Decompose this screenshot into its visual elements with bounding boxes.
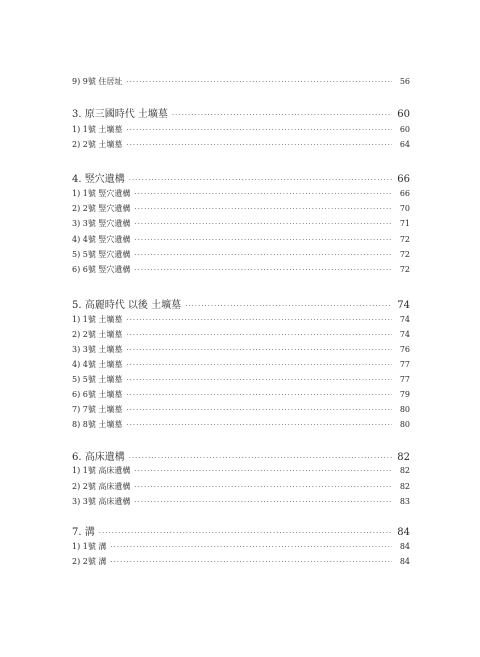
toc-leader-dots bbox=[126, 422, 392, 429]
toc-leader-dots bbox=[134, 468, 392, 475]
toc-row bbox=[72, 314, 410, 325]
toc-page-number: 56 bbox=[399, 77, 410, 86]
toc-page-number: 71 bbox=[399, 219, 410, 228]
toc-page-number: 72 bbox=[399, 235, 410, 244]
toc-entry-title: 4) 4號 竪穴遺構 bbox=[72, 235, 131, 244]
toc-row bbox=[72, 264, 410, 275]
toc-row bbox=[72, 404, 410, 415]
toc-section-row bbox=[72, 448, 410, 463]
toc-page-number: 76 bbox=[399, 345, 410, 354]
toc-row bbox=[72, 389, 410, 400]
toc-page-number: 82 bbox=[397, 452, 410, 463]
toc-leader-dots bbox=[126, 392, 392, 399]
toc-leader-dots bbox=[129, 177, 392, 184]
toc-entry-title: 6) 6號 竪穴遺構 bbox=[72, 265, 131, 274]
toc-section-title: 4. 竪穴遺構 bbox=[72, 174, 125, 185]
toc-section-row bbox=[72, 296, 410, 311]
toc-entry-title: 5) 5號 土壙墓 bbox=[72, 375, 123, 384]
toc-entry-title: 1) 1號 土壙墓 bbox=[72, 315, 123, 324]
toc-page-number: 82 bbox=[399, 466, 410, 475]
toc-entry-title: 1) 1號 土壙墓 bbox=[72, 125, 123, 134]
toc-section-row bbox=[72, 105, 410, 120]
toc-leader-dots bbox=[126, 407, 392, 414]
toc-page-number: 60 bbox=[397, 109, 410, 120]
toc-page-number: 77 bbox=[399, 375, 410, 384]
toc-leader-dots bbox=[134, 267, 392, 274]
toc-row bbox=[72, 139, 410, 150]
toc-leader-dots bbox=[126, 127, 392, 134]
toc-leader-dots bbox=[126, 362, 392, 369]
toc-row bbox=[72, 465, 410, 476]
toc-row bbox=[72, 329, 410, 340]
toc-row bbox=[72, 481, 410, 492]
toc-row bbox=[72, 76, 410, 87]
toc-row bbox=[72, 359, 410, 370]
toc-leader-dots bbox=[99, 530, 392, 537]
toc-leader-dots bbox=[134, 221, 392, 228]
toc-section-title: 6. 高床遺構 bbox=[72, 452, 125, 463]
toc-page-number: 66 bbox=[399, 189, 410, 198]
toc-page-number: 79 bbox=[399, 390, 410, 399]
toc-leader-dots bbox=[126, 377, 392, 384]
toc-entry-title: 6) 6號 土壙墓 bbox=[72, 390, 123, 399]
toc-leader-dots bbox=[134, 237, 392, 244]
toc-leader-dots bbox=[129, 455, 392, 462]
toc-leader-dots bbox=[126, 347, 392, 354]
toc-page-number: 72 bbox=[399, 265, 410, 274]
toc-entry-title: 2) 2號 高床遺構 bbox=[72, 482, 131, 491]
toc-entry-title: 2) 2號 竪穴遺構 bbox=[72, 204, 131, 213]
toc-page-number: 64 bbox=[399, 140, 410, 149]
toc-row bbox=[72, 188, 410, 199]
toc-page-number: 60 bbox=[399, 125, 410, 134]
toc-page-number: 74 bbox=[397, 300, 410, 311]
toc-entry-title: 3) 3號 高床遺構 bbox=[72, 497, 131, 506]
toc-section-row bbox=[72, 170, 410, 185]
toc-entry-title: 9) 9號 住居址 bbox=[72, 77, 123, 86]
toc-leader-dots bbox=[172, 112, 392, 119]
toc-section-title: 5. 高麗時代 以後 土壙墓 bbox=[72, 300, 182, 311]
toc-leader-dots bbox=[126, 142, 392, 149]
toc-leader-dots bbox=[134, 252, 392, 259]
toc-entry-title: 2) 2號 溝 bbox=[72, 557, 107, 566]
toc-entry-title: 7) 7號 土壙墓 bbox=[72, 405, 123, 414]
toc-row bbox=[72, 419, 410, 430]
toc-page-number: 80 bbox=[399, 420, 410, 429]
toc-entry-title: 2) 2號 土壙墓 bbox=[72, 330, 123, 339]
toc-page-number: 80 bbox=[399, 405, 410, 414]
toc-page-number: 84 bbox=[397, 527, 410, 538]
toc-row bbox=[72, 249, 410, 260]
toc-entry-title: 8) 8號 土壙墓 bbox=[72, 420, 123, 429]
toc-entry-title: 1) 1號 高床遺構 bbox=[72, 466, 131, 475]
toc-page-number: 84 bbox=[399, 542, 410, 551]
toc-leader-dots bbox=[134, 191, 392, 198]
toc-row bbox=[72, 203, 410, 214]
toc-leader-dots bbox=[134, 484, 392, 491]
toc-page-number: 77 bbox=[399, 360, 410, 369]
toc-entry-title: 1) 1號 溝 bbox=[72, 542, 107, 551]
toc-page-number: 74 bbox=[399, 330, 410, 339]
toc-entry-title: 3) 3號 竪穴遺構 bbox=[72, 219, 131, 228]
toc-entry-title: 5) 5號 竪穴遺構 bbox=[72, 250, 131, 259]
toc-row bbox=[72, 374, 410, 385]
toc-entry-title: 3) 3號 土壙墓 bbox=[72, 345, 123, 354]
toc-page-number: 82 bbox=[399, 482, 410, 491]
toc-row bbox=[72, 124, 410, 135]
toc-page-number: 70 bbox=[399, 204, 410, 213]
toc-leader-dots bbox=[134, 206, 392, 213]
toc-leader-dots bbox=[126, 79, 392, 86]
toc-section-title: 7. 溝 bbox=[72, 527, 95, 538]
toc-page-number: 66 bbox=[397, 174, 410, 185]
toc-leader-dots bbox=[185, 303, 392, 310]
toc-row bbox=[72, 344, 410, 355]
toc-leader-dots bbox=[126, 332, 392, 339]
toc-page-number: 74 bbox=[399, 315, 410, 324]
toc-row bbox=[72, 234, 410, 245]
toc-row bbox=[72, 218, 410, 229]
toc-leader-dots bbox=[126, 317, 392, 324]
toc-entry-title: 2) 2號 土壙墓 bbox=[72, 140, 123, 149]
toc-leader-dots bbox=[110, 559, 392, 566]
toc-page-number: 72 bbox=[399, 250, 410, 259]
toc-entry-title: 1) 1號 竪穴遺構 bbox=[72, 189, 131, 198]
toc-row bbox=[72, 496, 410, 507]
toc-leader-dots bbox=[134, 499, 392, 506]
toc-leader-dots bbox=[110, 544, 392, 551]
toc-page-number: 83 bbox=[399, 497, 410, 506]
toc-row bbox=[72, 556, 410, 567]
toc-row bbox=[72, 541, 410, 552]
toc-section-title: 3. 原三國時代 土壙墓 bbox=[72, 109, 168, 120]
toc-page-number: 84 bbox=[399, 557, 410, 566]
toc-section-row bbox=[72, 523, 410, 538]
toc-entry-title: 4) 4號 土壙墓 bbox=[72, 360, 123, 369]
